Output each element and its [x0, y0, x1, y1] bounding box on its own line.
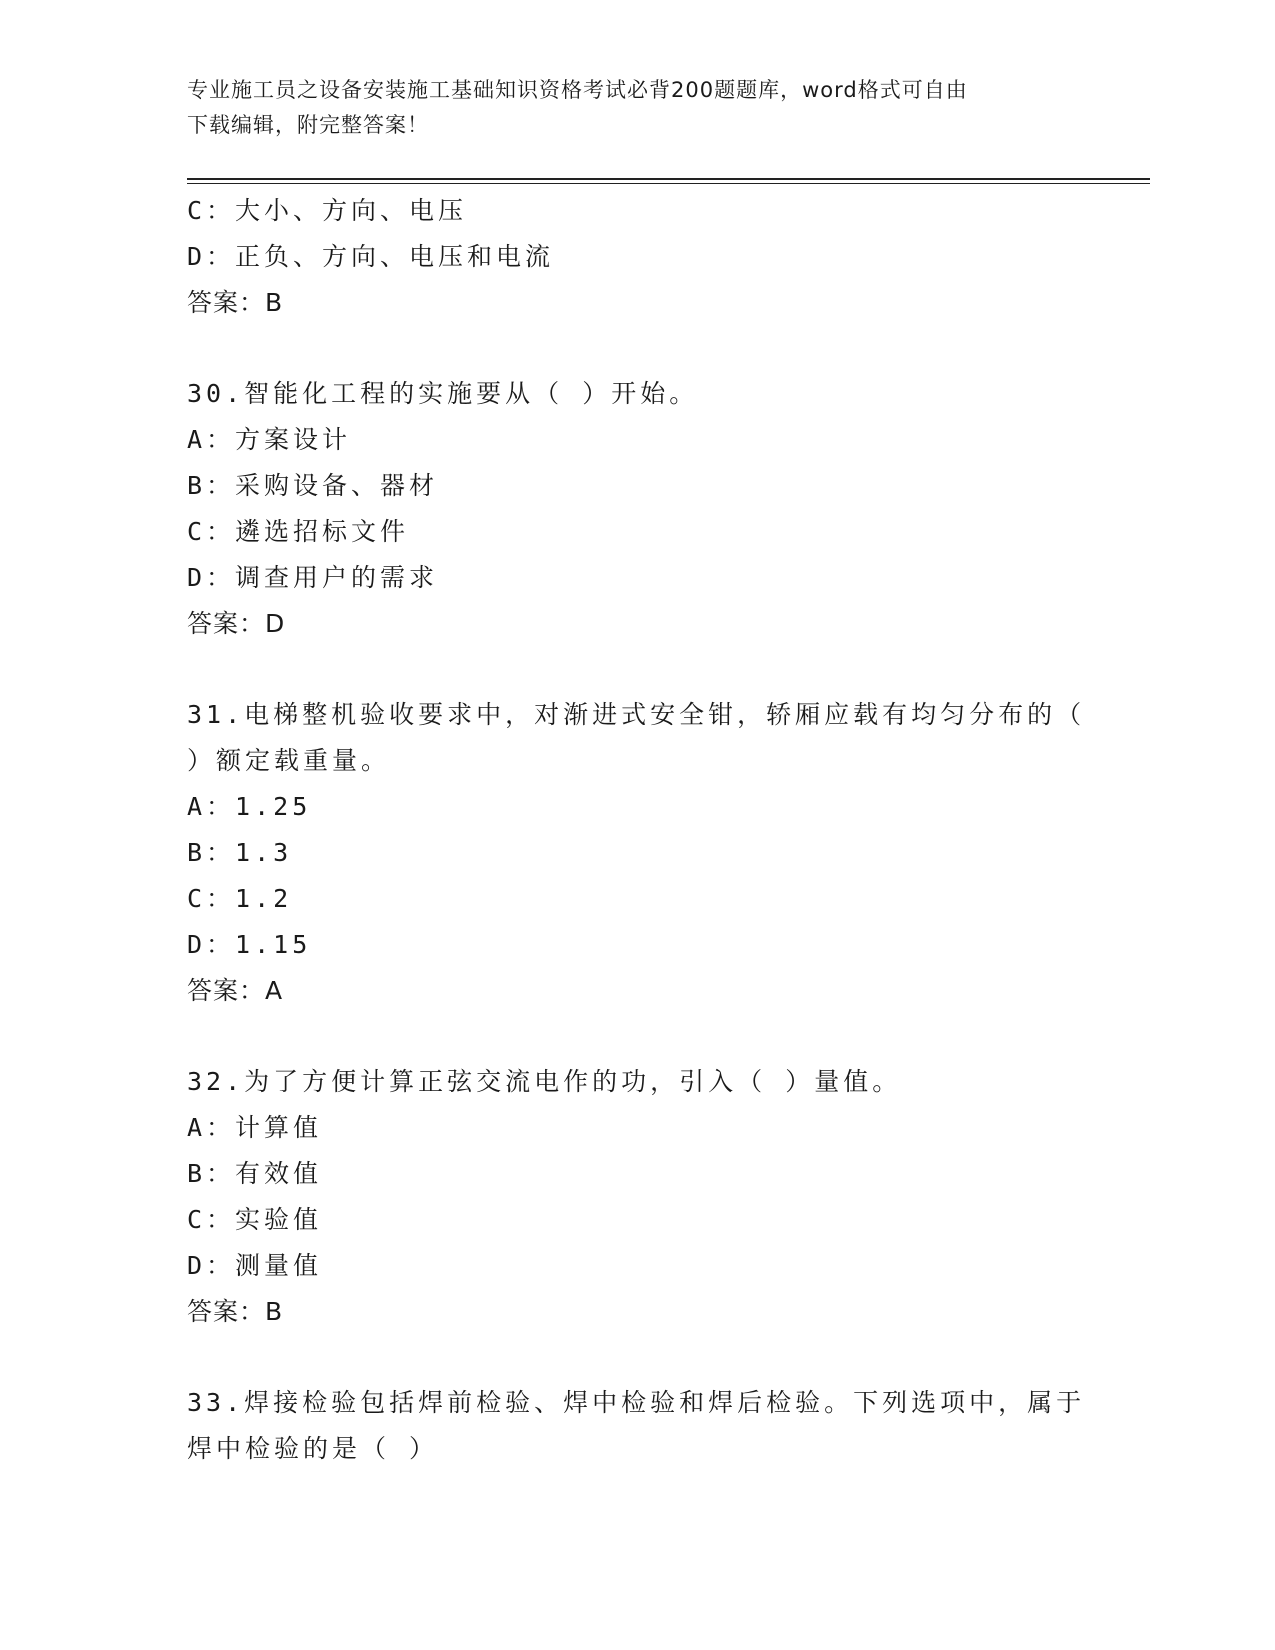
answer-line: 答案：B: [187, 288, 284, 317]
option-d: D：正负、方向、电压和电流: [187, 242, 555, 271]
answer-line: 答案：D: [187, 609, 286, 638]
header-rule-thick: [187, 178, 1150, 180]
page-header: [187, 73, 1087, 143]
question-stem-continued: 焊中检验的是（ ）: [187, 1434, 439, 1463]
document-body: [187, 188, 1087, 1472]
question-30: [187, 371, 1087, 647]
option-c: C：实验值: [187, 1205, 323, 1234]
option-a: A：1.25: [187, 792, 312, 821]
option-c: C：1.2: [187, 884, 293, 913]
answer-line: 答案：B: [187, 1297, 284, 1326]
option-a: A：方案设计: [187, 425, 352, 454]
question-31: [187, 692, 1087, 1014]
option-b: B：有效值: [187, 1159, 323, 1188]
option-a: A：计算值: [187, 1113, 323, 1142]
option-d: D：测量值: [187, 1251, 323, 1280]
header-rule-thin: [187, 183, 1150, 184]
question-fragment: [187, 188, 1087, 326]
question-stem: 32.为了方便计算正弦交流电作的功，引入（ ）量值。: [187, 1067, 902, 1096]
option-b: B：1.3: [187, 838, 293, 867]
question-33: [187, 1380, 1087, 1472]
question-stem: 30.智能化工程的实施要从（ ）开始。: [187, 379, 699, 408]
question-stem: 31.电梯整机验收要求中，对渐进式安全钳，轿厢应载有均匀分布的（: [187, 700, 1086, 729]
question-stem-continued: ）额定载重量。: [187, 746, 391, 775]
question-stem: 33.焊接检验包括焊前检验、焊中检验和焊后检验。下列选项中，属于: [187, 1388, 1086, 1417]
option-b: B：采购设备、器材: [187, 471, 439, 500]
option-d: D：1.15: [187, 930, 312, 959]
question-32: [187, 1059, 1087, 1335]
header-line-2: 下载编辑，附完整答案！: [187, 113, 429, 137]
option-c: C：遴选招标文件: [187, 517, 410, 546]
answer-line: 答案：A: [187, 976, 284, 1005]
option-d: D：调查用户的需求: [187, 563, 439, 592]
header-line-1: 专业施工员之设备安装施工基础知识资格考试必背200题题库，word格式可自由: [187, 78, 968, 102]
option-c: C：大小、方向、电压: [187, 196, 468, 225]
